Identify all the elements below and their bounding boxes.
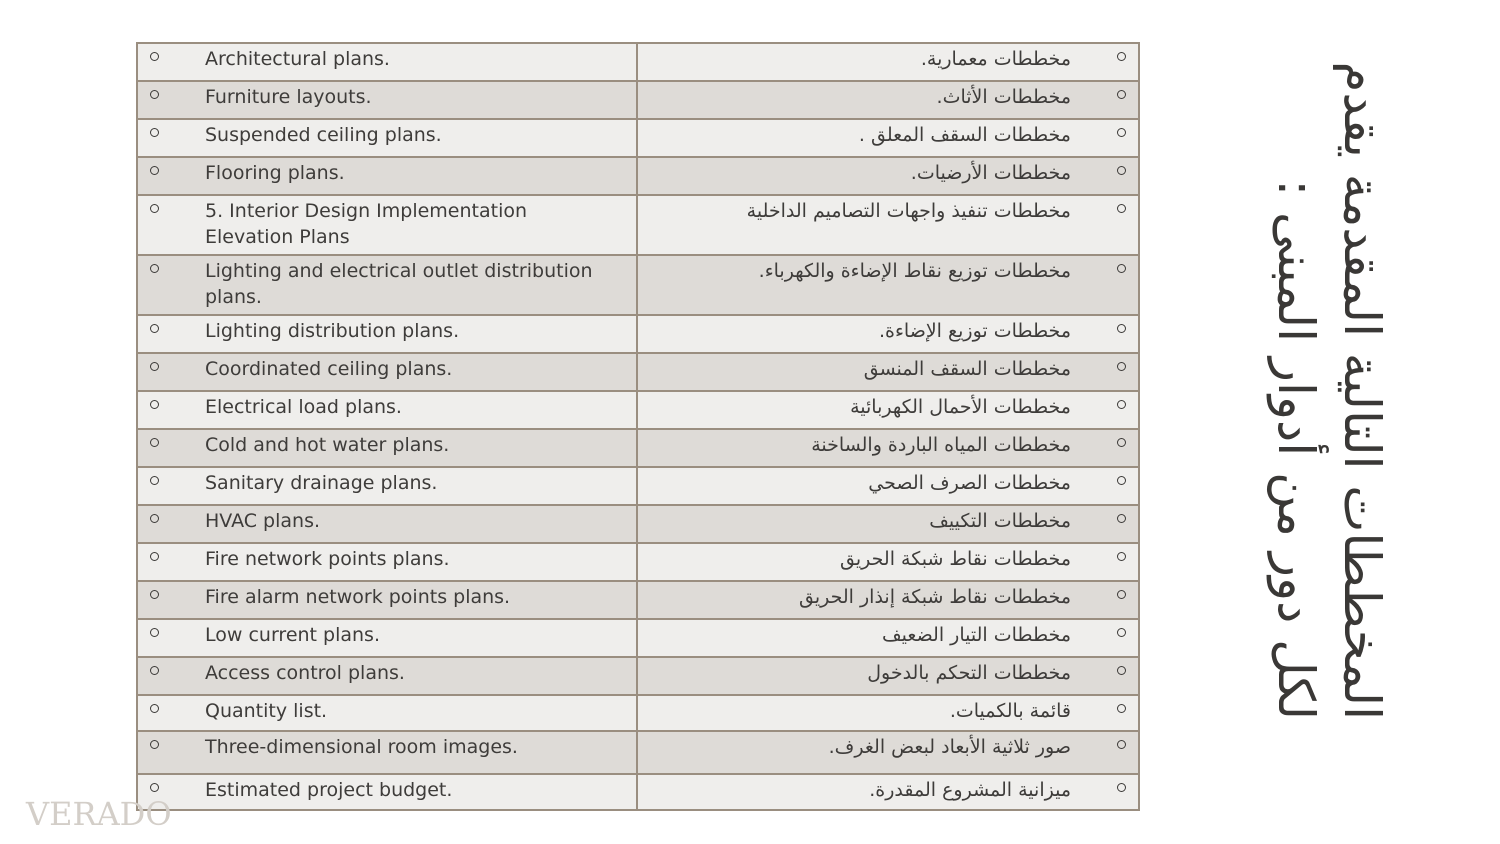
cell-content xyxy=(138,196,636,254)
cell-content xyxy=(638,468,1138,502)
arabic-plan-label: مخططات نقاط شبكة إنذار الحريق xyxy=(799,586,1071,608)
cell-content xyxy=(138,158,636,192)
english-plan-label: Flooring plans. xyxy=(205,162,345,184)
circle-bullet-icon xyxy=(150,628,159,637)
arabic-plan-label: مخططات التيار الضعيف xyxy=(882,624,1071,646)
cell-content xyxy=(638,82,1138,116)
arabic-plan-label: مخططات الأحمال الكهربائية xyxy=(850,396,1071,418)
circle-bullet-icon xyxy=(1117,204,1126,213)
cell-content xyxy=(638,120,1138,154)
arabic-plan-label: مخططات التكييف xyxy=(929,510,1071,532)
arabic-cell xyxy=(637,119,1139,157)
table-row xyxy=(137,157,1139,195)
english-cell xyxy=(137,505,637,543)
arabic-plan-label: صور ثلاثية الأبعاد لبعض الغرف. xyxy=(828,736,1071,758)
english-plan-label: HVAC plans. xyxy=(205,510,321,532)
arabic-plan-label: مخططات توزيع الإضاءة. xyxy=(878,320,1071,342)
arabic-cell xyxy=(637,543,1139,581)
cell-content xyxy=(638,316,1138,350)
circle-bullet-icon xyxy=(150,740,159,749)
cell-content xyxy=(138,354,636,388)
table-row xyxy=(137,81,1139,119)
english-plan-label: Coordinated ceiling plans. xyxy=(205,358,453,380)
cell-content xyxy=(638,582,1138,616)
arabic-cell xyxy=(637,657,1139,695)
english-cell xyxy=(137,81,637,119)
arabic-cell xyxy=(637,391,1139,429)
arabic-cell xyxy=(637,43,1139,81)
english-cell xyxy=(137,581,637,619)
english-cell xyxy=(137,157,637,195)
english-plan-label: Lighting and electrical outlet distribution plans. xyxy=(205,260,593,308)
english-cell xyxy=(137,429,637,467)
cell-content xyxy=(638,430,1138,464)
arabic-plan-label: مخططات المياه الباردة والساخنة xyxy=(811,434,1071,456)
arabic-cell xyxy=(637,731,1139,774)
table-row xyxy=(137,119,1139,157)
table-row xyxy=(137,731,1139,774)
table-row xyxy=(137,429,1139,467)
table-row xyxy=(137,43,1139,81)
arabic-cell xyxy=(637,315,1139,353)
circle-bullet-icon xyxy=(150,476,159,485)
arabic-cell xyxy=(637,255,1139,315)
page-title: المخططات التالية المقدمة يقدم لكل دور من أدوار المبنى : xyxy=(1267,61,1391,720)
cell-content xyxy=(638,544,1138,578)
cell-content xyxy=(138,82,636,116)
circle-bullet-icon xyxy=(1117,400,1126,409)
circle-bullet-icon xyxy=(150,590,159,599)
english-plan-label: 5. Interior Design Implementation Elevation Plans xyxy=(205,200,528,248)
circle-bullet-icon xyxy=(150,324,159,333)
plans-table xyxy=(136,42,1140,811)
arabic-plan-label: مخططات معمارية. xyxy=(920,48,1071,70)
cell-content xyxy=(138,468,636,502)
table-row xyxy=(137,543,1139,581)
cell-content xyxy=(638,775,1138,809)
arabic-cell xyxy=(637,695,1139,731)
cell-content xyxy=(638,196,1138,230)
circle-bullet-icon xyxy=(1117,90,1126,99)
arabic-plan-label: مخططات التحكم بالدخول xyxy=(867,662,1071,684)
circle-bullet-icon xyxy=(1117,438,1126,447)
circle-bullet-icon xyxy=(150,264,159,273)
cell-content xyxy=(138,430,636,464)
table-row xyxy=(137,391,1139,429)
cell-content xyxy=(138,44,636,78)
circle-bullet-icon xyxy=(150,362,159,371)
circle-bullet-icon xyxy=(1117,128,1126,137)
arabic-cell xyxy=(637,619,1139,657)
circle-bullet-icon xyxy=(1117,666,1126,675)
circle-bullet-icon xyxy=(150,704,159,713)
english-plan-label: Furniture layouts. xyxy=(205,86,372,108)
english-plan-label: Suspended ceiling plans. xyxy=(205,124,442,146)
circle-bullet-icon xyxy=(1117,264,1126,273)
english-plan-label: Fire alarm network points plans. xyxy=(205,586,511,608)
circle-bullet-icon xyxy=(150,438,159,447)
english-plan-label: Low current plans. xyxy=(205,624,380,646)
table-row xyxy=(137,695,1139,731)
arabic-cell xyxy=(637,581,1139,619)
arabic-cell xyxy=(637,467,1139,505)
circle-bullet-icon xyxy=(1117,324,1126,333)
english-plan-label: Electrical load plans. xyxy=(205,396,402,418)
arabic-plan-label: قائمة بالكميات. xyxy=(949,700,1071,722)
english-plan-label: Architectural plans. xyxy=(205,48,390,70)
table-row xyxy=(137,657,1139,695)
circle-bullet-icon xyxy=(1117,552,1126,561)
english-cell xyxy=(137,774,637,810)
table-row xyxy=(137,619,1139,657)
table-row xyxy=(137,195,1139,255)
english-plan-label: Quantity list. xyxy=(205,700,328,722)
english-cell xyxy=(137,619,637,657)
english-cell xyxy=(137,315,637,353)
cell-content xyxy=(638,506,1138,540)
arabic-cell xyxy=(637,353,1139,391)
english-cell xyxy=(137,467,637,505)
cell-content xyxy=(138,732,636,766)
english-cell xyxy=(137,543,637,581)
english-plan-label: Three-dimensional room images. xyxy=(205,736,518,758)
circle-bullet-icon xyxy=(1117,476,1126,485)
circle-bullet-icon xyxy=(1117,590,1126,599)
cell-content xyxy=(138,658,636,692)
cell-content xyxy=(638,44,1138,78)
table-row xyxy=(137,255,1139,315)
cell-content xyxy=(638,658,1138,692)
arabic-plan-label: ميزانية المشروع المقدرة. xyxy=(869,779,1071,801)
arabic-cell xyxy=(637,195,1139,255)
cell-content xyxy=(638,158,1138,192)
circle-bullet-icon xyxy=(150,783,159,792)
arabic-cell xyxy=(637,81,1139,119)
arabic-plan-label: مخططات توزيع نقاط الإضاءة والكهرباء. xyxy=(758,260,1071,282)
english-cell xyxy=(137,195,637,255)
arabic-plan-label: مخططات الأرضيات. xyxy=(910,162,1071,184)
arabic-cell xyxy=(637,774,1139,810)
english-plan-label: Lighting distribution plans. xyxy=(205,320,460,342)
cell-content xyxy=(138,392,636,426)
english-cell xyxy=(137,43,637,81)
circle-bullet-icon xyxy=(1117,783,1126,792)
cell-content xyxy=(638,354,1138,388)
cell-content xyxy=(138,544,636,578)
table-row xyxy=(137,505,1139,543)
english-plan-label: Access control plans. xyxy=(205,662,405,684)
english-cell xyxy=(137,353,637,391)
english-plan-label: Sanitary drainage plans. xyxy=(205,472,438,494)
circle-bullet-icon xyxy=(150,204,159,213)
english-cell xyxy=(137,255,637,315)
circle-bullet-icon xyxy=(150,552,159,561)
circle-bullet-icon xyxy=(1117,166,1126,175)
table-row xyxy=(137,467,1139,505)
arabic-plan-label: مخططات السقف المعلق . xyxy=(858,124,1071,146)
cell-content xyxy=(138,120,636,154)
table-row xyxy=(137,774,1139,810)
cell-content xyxy=(638,696,1138,730)
english-plan-label: Estimated project budget. xyxy=(205,779,453,801)
circle-bullet-icon xyxy=(1117,628,1126,637)
english-plan-label: Cold and hot water plans. xyxy=(205,434,450,456)
english-cell xyxy=(137,657,637,695)
cell-content xyxy=(138,256,636,314)
english-cell xyxy=(137,119,637,157)
cell-content xyxy=(138,582,636,616)
arabic-plan-label: مخططات تنفيذ واجهات التصاميم الداخلية xyxy=(746,200,1071,222)
english-cell xyxy=(137,731,637,774)
circle-bullet-icon xyxy=(1117,514,1126,523)
english-cell xyxy=(137,391,637,429)
circle-bullet-icon xyxy=(150,90,159,99)
arabic-plan-label: مخططات السقف المنسق xyxy=(863,358,1071,380)
plans-table-body xyxy=(137,43,1139,810)
cell-content xyxy=(138,506,636,540)
arabic-plan-label: مخططات الأثاث. xyxy=(936,86,1071,108)
cell-content xyxy=(638,732,1138,766)
table-row xyxy=(137,315,1139,353)
circle-bullet-icon xyxy=(150,128,159,137)
circle-bullet-icon xyxy=(1117,740,1126,749)
english-cell xyxy=(137,695,637,731)
cell-content xyxy=(138,696,636,730)
circle-bullet-icon xyxy=(1117,362,1126,371)
circle-bullet-icon xyxy=(1117,52,1126,61)
arabic-plan-label: مخططات الصرف الصحي xyxy=(868,472,1071,494)
circle-bullet-icon xyxy=(150,52,159,61)
english-plan-label: Fire network points plans. xyxy=(205,548,450,570)
cell-content xyxy=(138,775,636,809)
circle-bullet-icon xyxy=(1117,704,1126,713)
cell-content xyxy=(638,392,1138,426)
circle-bullet-icon xyxy=(150,166,159,175)
brand-logo: VERADO xyxy=(26,795,172,833)
table-row xyxy=(137,353,1139,391)
table-row xyxy=(137,581,1139,619)
cell-content xyxy=(638,620,1138,654)
arabic-cell xyxy=(637,429,1139,467)
circle-bullet-icon xyxy=(150,666,159,675)
cell-content xyxy=(138,316,636,350)
arabic-plan-label: مخططات نقاط شبكة الحريق xyxy=(840,548,1071,570)
circle-bullet-icon xyxy=(150,400,159,409)
cell-content xyxy=(138,620,636,654)
arabic-cell xyxy=(637,157,1139,195)
circle-bullet-icon xyxy=(150,514,159,523)
cell-content xyxy=(638,256,1138,290)
arabic-cell xyxy=(637,505,1139,543)
